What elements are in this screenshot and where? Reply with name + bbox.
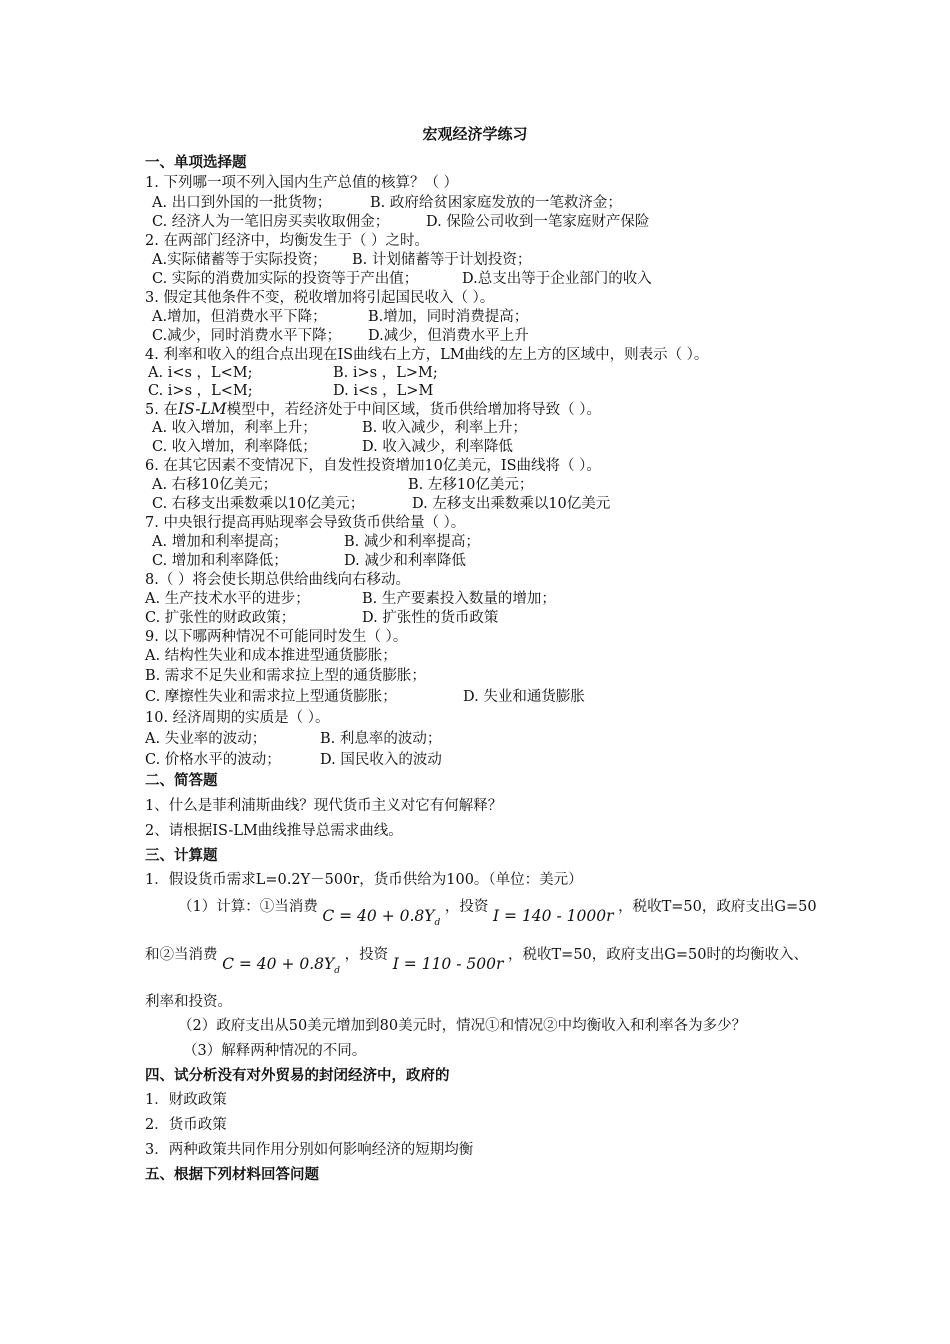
question-10-option-b: B. 利息率的波动； [320, 731, 442, 747]
part-1-suffix: ，税收T=50，政府支出G=50 [618, 899, 817, 915]
analysis-item-3: 3．两种政策共同作用分别如何影响经济的短期均衡 [145, 1142, 474, 1158]
question-6-stem: 6. 在其它因素不变情况下，自发性投资增加10亿美元，IS曲线将（ ）。 [145, 458, 601, 474]
question-6-option-a: A. 右移10亿美元； [152, 477, 278, 493]
subscript-d-2: d [334, 966, 341, 976]
investment-equation-1: I = 140 - 1000r [492, 907, 614, 925]
question-6-option-b: B. 左移10亿美元； [408, 477, 534, 493]
question-9-option-b: B. 需求不足失业和需求拉上型的通货膨胀； [145, 668, 426, 684]
question-6-option-d: D. 左移支出乘数乘以10亿美元 [412, 496, 611, 512]
analysis-item-2: 2．货币政策 [145, 1117, 227, 1133]
calculation-part-2: （2）政府支出从50美元增加到80美元时，情况①和情况②中均衡收入和利率各为多少？ [178, 1018, 747, 1034]
question-3-option-d: D.减少，但消费水平上升 [368, 328, 529, 344]
section-heading-calculation: 三、计算题 [145, 848, 218, 864]
question-7-option-b: B. 减少和利率提高； [344, 534, 480, 550]
calculation-part-1-line-3: 利率和投资。 [145, 994, 232, 1010]
question-3-option-a: A.增加，但消费水平下降； [152, 309, 327, 325]
question-5-stem-post: 模型中，若经济处于中间区域，货币供给增加将导致（ ）。 [226, 402, 602, 418]
calculation-part-1-line-1 [178, 896, 817, 928]
question-1-option-d: D. 保险公司收到一笔家庭财产保险 [426, 214, 650, 230]
question-3-option-c: C.减少，同时消费水平下降； [152, 328, 342, 344]
question-5-stem-pre: 5. 在 [145, 402, 178, 418]
question-9-stem: 9. 以下哪两种情况不可能同时发生（ ）。 [145, 629, 408, 645]
question-7-option-d: D. 减少和利率降低 [344, 553, 466, 569]
part-1-investment-label: ，投资 [444, 899, 489, 915]
question-2-option-a: A.实际储蓄等于实际投资； [152, 252, 327, 268]
question-1-option-a: A. 出口到外国的一批货物； [152, 195, 332, 211]
section-heading-analysis: 四、试分析没有对外贸易的封闭经济中，政府的 [145, 1068, 450, 1084]
question-9-option-a: A. 结构性失业和成本推进型通货膨胀； [145, 648, 397, 664]
question-7-stem: 7. 中央银行提高再贴现率会导致货币供给量（ ）。 [145, 515, 466, 531]
question-6-option-c: C. 右移支出乘数乘以10亿美元； [152, 496, 365, 512]
part-1b-suffix: ，税收T=50，政府支出G=50时的均衡收入、 [508, 947, 808, 963]
part-1-prefix: （1）计算：①当消费 [178, 899, 318, 915]
question-4-option-c: C. i>s ，L<M; [148, 383, 253, 399]
question-4-option-b: B. i>s ，L>M; [333, 365, 438, 381]
question-8-option-b: B. 生产要素投入数量的增加； [362, 591, 556, 607]
question-1-option-c: C. 经济人为一笔旧房买卖收取佣金； [152, 214, 390, 230]
question-4-option-d: D. i<s ，L>M [333, 383, 434, 399]
question-7-option-c: C. 增加和利率降低； [152, 553, 288, 569]
question-10-stem: 10. 经济周期的实质是（ ）。 [145, 710, 330, 726]
question-5-option-a: A. 收入增加，利率上升； [152, 420, 317, 436]
question-8-option-a: A. 生产技术水平的进步； [145, 591, 310, 607]
consumption-equation-2-text: C = 40 + 0.8Y [222, 955, 335, 973]
question-2-option-c: C. 实际的消费加实际的投资等于产出值； [152, 271, 419, 287]
consumption-equation-1-text: C = 40 + 0.8Y [322, 907, 435, 925]
section-heading-material: 五、根据下列材料回答问题 [145, 1167, 319, 1183]
question-9-option-d: D. 失业和通货膨胀 [463, 689, 585, 705]
part-1b-investment-label: ，投资 [344, 947, 389, 963]
calculation-part-1-line-2 [145, 944, 808, 976]
question-8-option-d: D. 扩张性的货币政策 [362, 610, 499, 626]
question-10-option-c: C. 价格水平的波动； [145, 752, 281, 768]
page-title: 宏观经济学练习 [422, 125, 528, 143]
question-1-option-b: B. 政府给贫困家庭发放的一笔救济金； [370, 195, 622, 211]
consumption-equation-1 [322, 907, 441, 928]
question-4-option-a: A. i<s ，L<M; [148, 365, 253, 381]
part-1b-prefix: 和②当消费 [145, 947, 218, 963]
question-1-stem: 1. 下列哪一项不列入国内生产总值的核算？（ ） [145, 175, 459, 191]
short-answer-1: 1、什么是菲利浦斯曲线？现代货币主义对它有何解释？ [145, 798, 503, 814]
section-heading-short-answer: 二、简答题 [145, 773, 218, 789]
section-heading-choice: 一、单项选择题 [145, 155, 247, 171]
question-10-option-d: D. 国民收入的波动 [320, 752, 442, 768]
question-5-option-d: D. 收入减少，利率降低 [362, 439, 513, 455]
question-8-stem: 8.（ ）将会使长期总供给曲线向右移动。 [145, 572, 410, 588]
investment-equation-2: I = 110 - 500r [392, 955, 504, 973]
question-5-stem [145, 399, 601, 420]
question-3-option-b: B.增加，同时消费提高； [368, 309, 529, 325]
question-5-option-c: C. 收入增加，利率降低； [152, 439, 317, 455]
analysis-item-1: 1．财政政策 [145, 1092, 227, 1108]
subscript-d: d [434, 918, 441, 928]
question-5-model-name: IS-LM [177, 400, 227, 418]
question-3-stem: 3. 假定其他条件不变，税收增加将引起国民收入（ ）。 [145, 290, 495, 306]
question-5-option-b: B. 收入减少，利率上升； [362, 420, 527, 436]
consumption-equation-2 [222, 955, 341, 976]
question-4-stem: 4. 利率和收入的组合点出现在IS曲线右上方，LM曲线的左上方的区域中，则表示（ ）。 [145, 347, 709, 363]
calculation-part-3: （3）解释两种情况的不同。 [183, 1043, 367, 1059]
question-10-option-a: A. 失业率的波动； [145, 731, 267, 747]
short-answer-2: 2、请根据IS-LM曲线推导总需求曲线。 [145, 823, 403, 839]
question-2-stem: 2. 在两部门经济中，均衡发生于（ ）之时。 [145, 233, 430, 249]
question-2-option-d: D.总支出等于企业部门的收入 [462, 271, 652, 287]
question-8-option-c: C. 扩张性的财政政策； [145, 610, 296, 626]
calculation-question-1: 1．假设货币需求L=0.2Y－500r，货币供给为100。（单位：美元） [145, 872, 583, 888]
question-9-option-c: C. 摩擦性失业和需求拉上型通货膨胀； [145, 689, 397, 705]
question-7-option-a: A. 增加和利率提高； [152, 534, 288, 550]
question-2-option-b: B. 计划储蓄等于计划投资； [352, 252, 532, 268]
